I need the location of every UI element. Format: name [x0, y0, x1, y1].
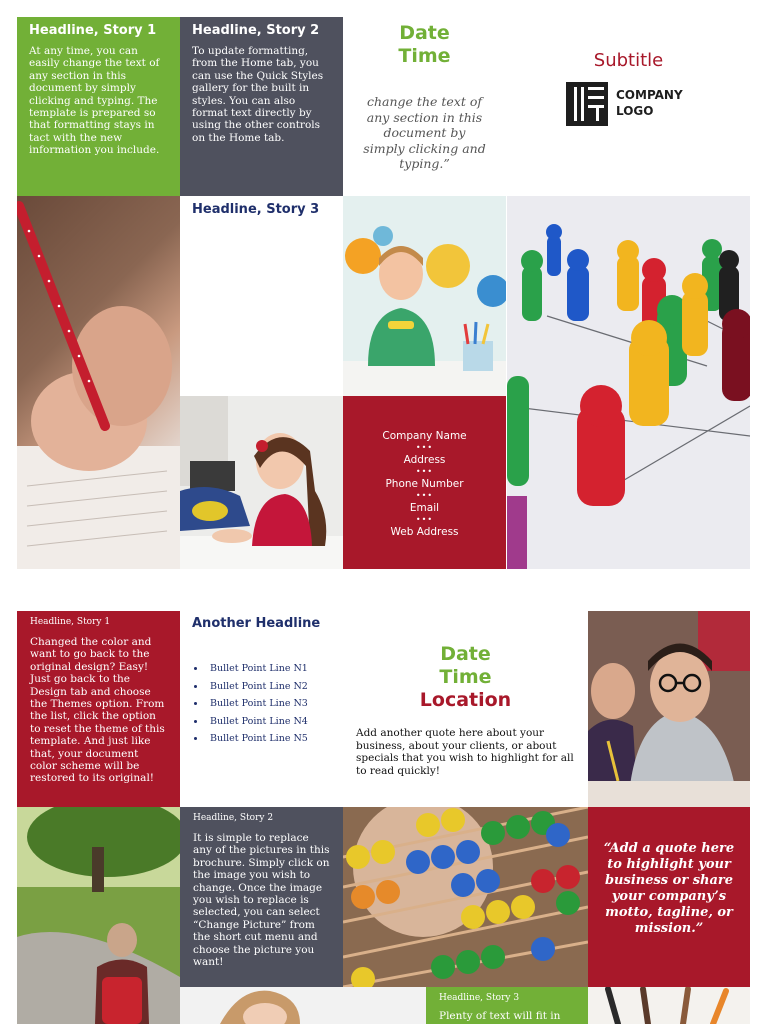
contact-panel — [343, 396, 506, 569]
separator-dots: ••• — [415, 515, 434, 524]
p2-story2-panel — [180, 807, 343, 987]
bullet-item: • Bullet Point Line N4 — [206, 713, 331, 731]
separator-dots: ••• — [415, 443, 434, 452]
logo-line2: LOGO — [616, 104, 654, 118]
subtitle: Subtitle — [593, 50, 664, 71]
boy-drawing-photo — [343, 196, 506, 396]
separator-dots: ••• — [415, 467, 434, 476]
bullet-item: • Bullet Point Line N5 — [206, 730, 331, 748]
p2-story2-body: It is simple to replace any of the pictures in this brochure. Simply click on the image you wish to change. Once the image you wish to replace is selected, you can select “Change Picture” from the short cut menu and choose the picture you want! — [193, 832, 330, 969]
date-label: Date — [399, 22, 450, 44]
p2-story1-panel — [17, 611, 180, 807]
girl-drawing-photo — [180, 396, 343, 569]
story1-body: At any time, you can easily change the text of any section in this document by simply clicking and typing. The template is prepared so that formatting stays in tact with the new information you include. — [29, 45, 160, 157]
writing-hand-photo — [17, 196, 180, 569]
date-time-location-block — [343, 611, 588, 807]
p2-time-label: Time — [439, 666, 492, 688]
p2-story3-panel — [426, 987, 588, 1024]
child-walking-photo — [17, 807, 180, 1024]
story3-headline: Headline, Story 3 — [192, 202, 320, 217]
email: Email — [409, 502, 440, 514]
boy-glasses-photo — [588, 611, 750, 807]
story2-body: To update formatting, from the Home tab, you can use the Quick Styles gallery for the built in styles. You can also format text directly by using the other controls on the Home tab. — [192, 45, 324, 144]
pull-quote-panel — [588, 807, 750, 987]
p2-date-label: Date — [440, 643, 491, 665]
story1-panel — [17, 17, 180, 196]
p2-story1-headline: Headline, Story 1 — [30, 617, 111, 627]
p2-story3-headline: Headline, Story 3 — [439, 993, 520, 1003]
p2-quote-text: Add another quote here about your business, about your clients, or about specials that you wish to highlight for all to read quickly! — [356, 727, 574, 777]
logo-mark-icon — [566, 82, 608, 126]
time-label: Time — [398, 45, 451, 67]
p2-story2-headline: Headline, Story 2 — [193, 813, 274, 823]
company-logo — [566, 82, 706, 126]
bullet-item: • Bullet Point Line N2 — [206, 678, 331, 696]
story3-block — [180, 196, 343, 396]
p2-story3-body: Plenty of text will fit in — [439, 1010, 561, 1022]
date-time-block — [343, 17, 506, 196]
bullet-list — [192, 660, 331, 748]
bullet-item: • Bullet Point Line N1 — [206, 660, 331, 678]
p2-location-label: Location — [419, 689, 512, 711]
game-pieces-photo — [507, 196, 750, 569]
story2-panel — [180, 17, 343, 196]
another-headline: Another Headline — [192, 616, 321, 631]
p2-story1-body: Changed the color and want to go back to the original design? Easy! Just go back to the Design tab and choose the Themes option. From the list, click the option to reset the theme of this template. And just like that, your document color scheme will be restored to its original! — [30, 636, 165, 785]
company-name: Company Name — [382, 430, 467, 442]
woman-photo — [180, 987, 426, 1024]
pencils-photo — [588, 987, 750, 1024]
address: Address — [403, 454, 446, 466]
abacus-photo — [343, 807, 588, 987]
logo-line1: COMPANY — [616, 88, 683, 102]
intro-quote: change the text of any section in this document by simply clicking and typing.” — [363, 94, 486, 171]
story2-headline: Headline, Story 2 — [192, 23, 320, 38]
bullet-item: • Bullet Point Line N3 — [206, 695, 331, 713]
separator-dots: ••• — [415, 491, 434, 500]
pull-quote-text: “Add a quote here to highlight your business or share your company’s motto, tagline, or mission.” — [603, 841, 735, 936]
story1-headline: Headline, Story 1 — [29, 23, 157, 38]
another-headline-block — [180, 611, 343, 807]
web-address: Web Address — [390, 526, 459, 538]
phone-number: Phone Number — [385, 478, 464, 490]
